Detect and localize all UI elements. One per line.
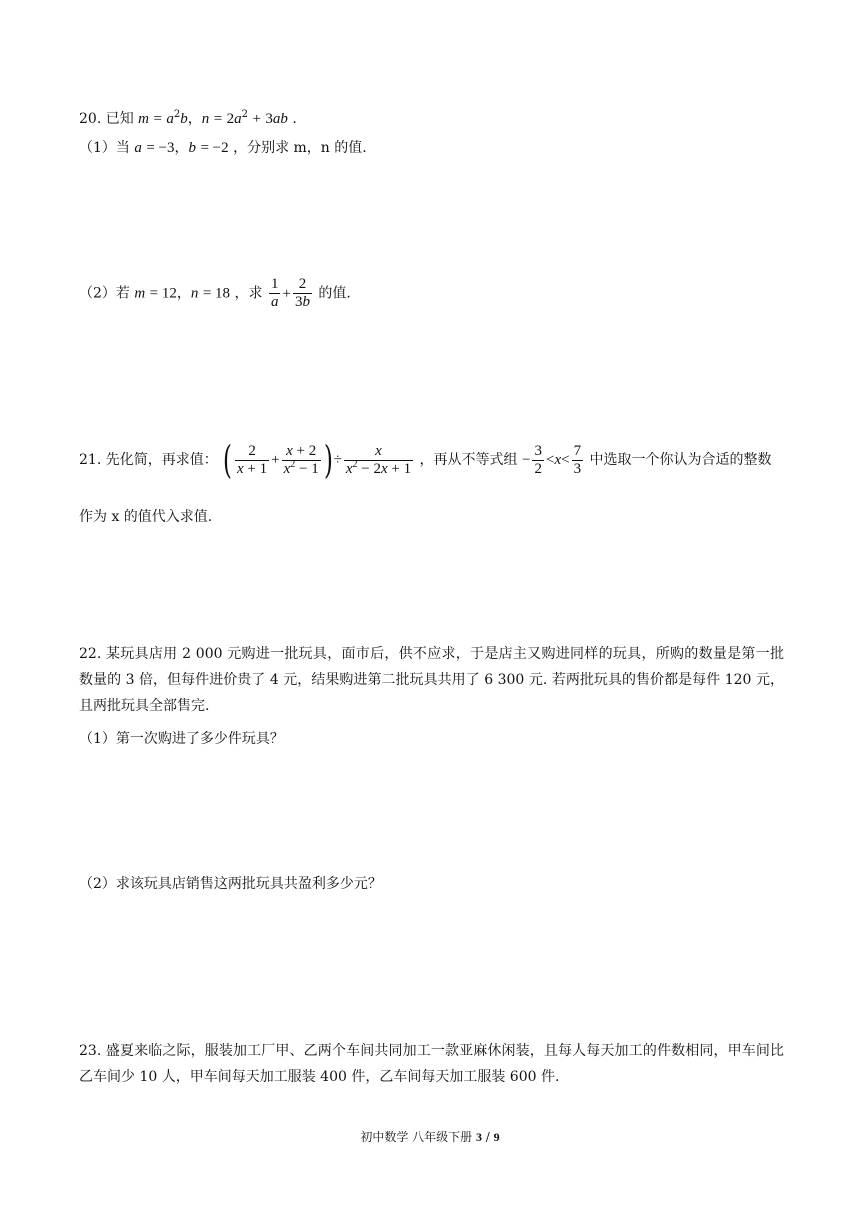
q20-prefix: 20. 已知 [79,111,134,127]
q20-part2-mid: ，求 [234,285,263,302]
q20-stem [79,108,297,128]
q22-stem: 22. 某玩具店用 2 000 元购进一批玩具，面市后，供不应求，于是店主又购进同样的玩具，所购的数量是第一批数量的 3 倍，但每件进价贵了 4 元，结果购进第二批玩具共用了 6 300 元. 若两批玩具的售价都是每件 120 元，且两批玩具全部售完. [79,646,784,714]
q22-part2: （2）求该玩具店销售这两批玩具共盈利多少元？ [79,876,382,892]
q21-mid: ，再从不等式组 [419,452,518,468]
q20-part2-prefix: （2）若 [79,285,130,302]
footer-page-number: 3 [475,1130,482,1144]
q22-part1: （1）第一次购进了多少件玩具？ [79,731,284,747]
q20-part2-condition: m = 12，n = 18 [134,285,231,302]
page-footer [0,1128,860,1145]
q20-part1 [79,137,367,157]
footer-separator: / [481,1130,494,1144]
q20-part2-suffix: 的值. [318,285,351,302]
q20-part1-condition: a = −3，b = −2 [134,140,229,156]
q21-stem [79,438,772,482]
q21-tail: 中选取一个你认为合适的整数 [589,452,772,468]
q23-stem: 23. 盛夏来临之际，服装加工厂甲、乙两个车间共同加工一款亚麻休闲装，且每人每天加工的件数相同，甲车间比乙车间少 10 人，甲车间每天加工服装 400 件，乙车间每天加工服装 600 件. [79,1043,784,1085]
q20-given: $m = a^2b$，$n = 2a^2 + 3ab$ . [138,109,297,127]
q21-line2: 作为 x 的值代入求值. [79,509,213,525]
q21-expression: ( $\frac{2}{x + 1}$ + $\frac{x + 2}{x^2 - 1}$ )÷ $\frac{x}{x^2 - 2x + 1}$ [223,438,412,482]
q20-part2-expression: $\frac{1}{a}$ + $\frac{2}{3b}$ [270,276,310,310]
footer-page-total: 9 [493,1130,500,1144]
q21-prefix: 21. 先化简，再求值： [79,452,218,468]
q20-part1-prefix: （1）当 [79,140,130,156]
q20-part1-suffix: ，分别求 m，n 的值. [233,140,367,156]
q21-inequality: − $\frac{3}{2}$ <x< $\frac{7}{3}$ [522,442,582,477]
q20-part2 [79,276,351,311]
footer-label: 初中数学 八年级下册 [360,1130,473,1144]
